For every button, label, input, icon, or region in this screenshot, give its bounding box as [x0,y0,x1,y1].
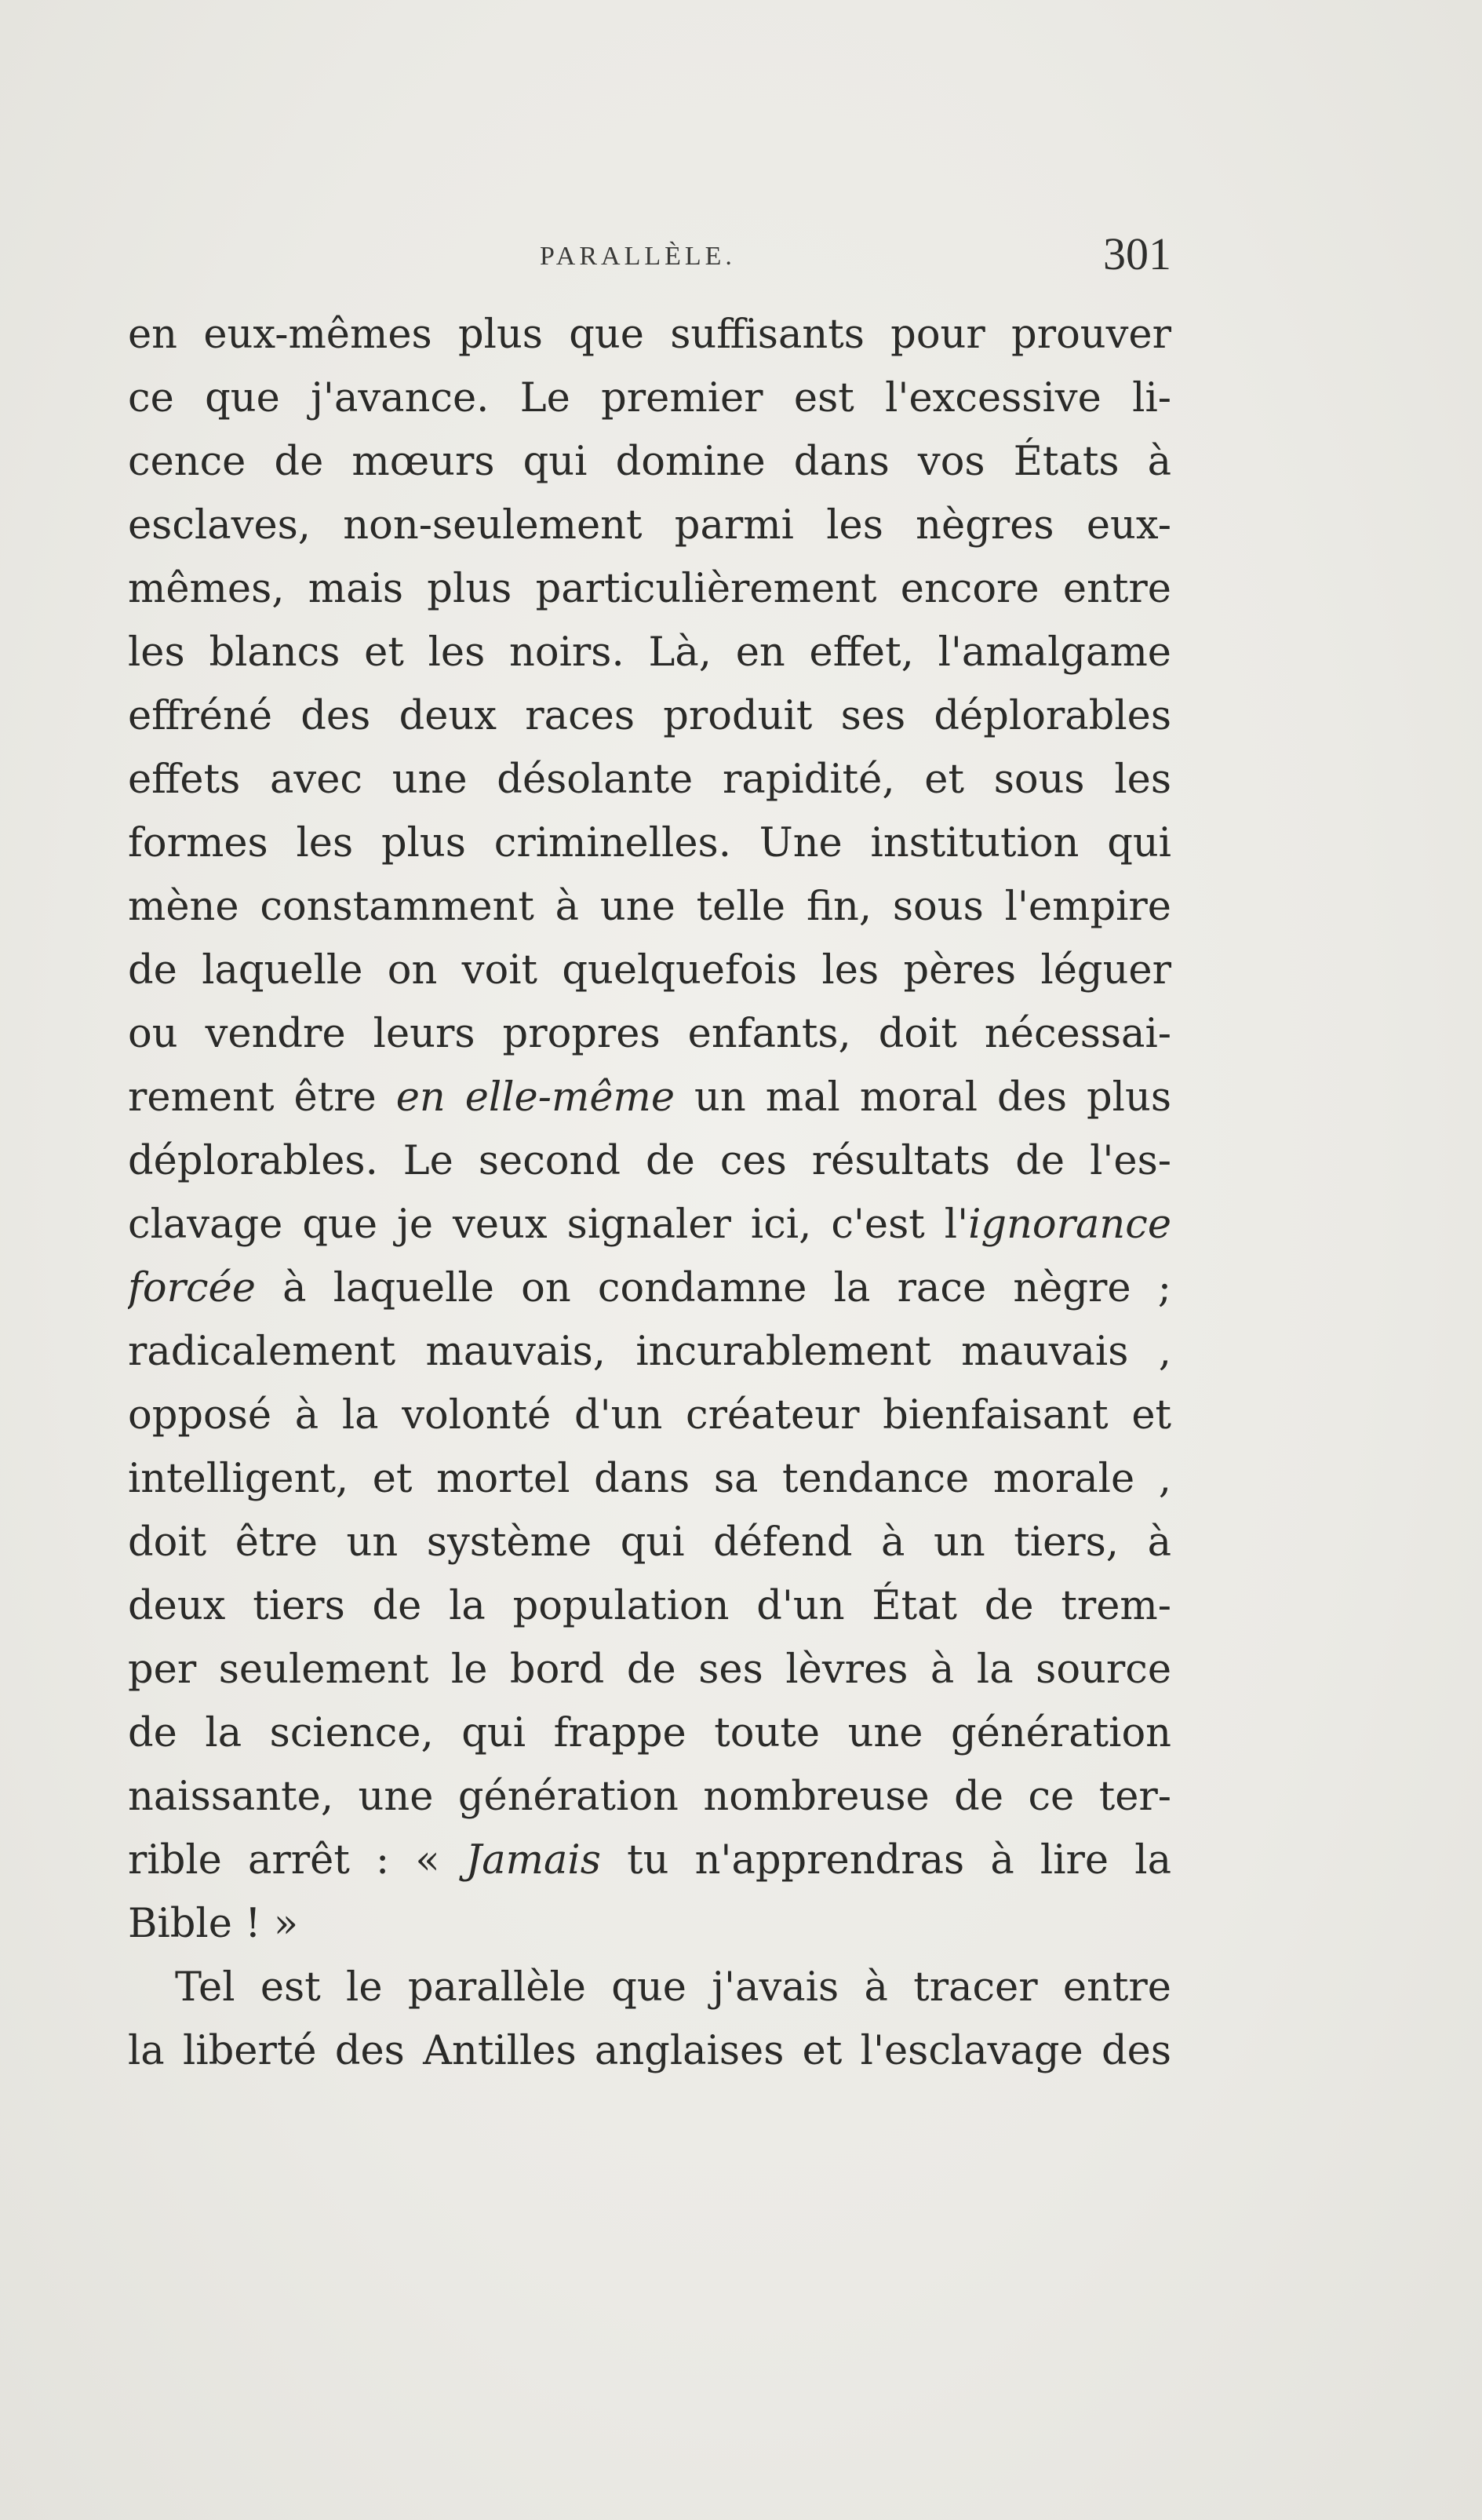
text-span: de laquelle on voit quelquefois les pères léguer [128,947,1171,994]
text-span: un mal moral des plus [675,1074,1171,1121]
italic-span: forcée [128,1265,256,1311]
text-span: déplorables. Le second de ces résultats de l'es- [128,1138,1171,1184]
text-line [128,303,1171,367]
text-line [128,1193,1171,1256]
text-line [128,621,1171,684]
text-span: mène constamment à une telle fin, sous l'empire [128,884,1171,930]
text-span: effréné des deux races produit ses déplorables [128,693,1171,739]
text-span: per seulement le bord de ses lèvres à la source [128,1647,1171,1693]
text-span: doit être un système qui défend à un tiers, à [128,1519,1171,1566]
text-line [128,1511,1171,1574]
text-span: les blancs et les noirs. Là, en effet, l'amalgame [128,629,1171,676]
text-line [128,811,1171,875]
text-span: deux tiers de la population d'un État de trem- [128,1583,1171,1629]
text-line [128,1829,1171,1892]
text-line [128,748,1171,811]
text-span: intelligent, et mortel dans sa tendance morale , [128,1456,1171,1502]
text-line [128,557,1171,621]
page-header [128,228,1171,290]
text-line [128,1701,1171,1765]
text-line [128,367,1171,430]
text-span: clavage que je veux signaler ici, c'est l' [128,1202,969,1248]
italic-span: en elle-même [395,1074,675,1121]
text-line [128,1638,1171,1701]
text-span: Tel est le parallèle que j'avais à tracer entre [175,1964,1171,2011]
text-line [128,494,1171,557]
text-span: effets avec une désolante rapidité, et sous les [128,757,1171,803]
text-span: à laquelle on condamne la race nègre ; [255,1265,1171,1311]
text-span: ou vendre leurs propres enfants, doit nécessai- [128,1011,1171,1057]
text-line [128,1574,1171,1638]
text-span: mêmes, mais plus particulièrement encore entre [128,566,1171,612]
text-span: cence de mœurs qui domine dans vos États à [128,439,1171,485]
text-line [128,1066,1171,1129]
text-span: de la science, qui frappe toute une génération [128,1710,1171,1756]
text-line [128,1956,1171,2019]
text-line [128,430,1171,494]
text-line [128,1129,1171,1193]
italic-span: ignorance [968,1202,1171,1248]
text-span: radicalement mauvais, incurablement mauvais , [128,1329,1171,1375]
text-span: Bible ! » [128,1901,299,1947]
text-line [128,1765,1171,1829]
text-span: en eux-mêmes plus que suffisants pour prouver [128,312,1171,358]
text-line [128,1892,1171,1956]
text-line [128,1256,1171,1320]
text-line [128,2019,1171,2083]
text-line [128,1447,1171,1511]
running-head: PARALLÈLE. [540,242,736,271]
italic-span: Jamais [465,1837,601,1884]
text-span: la liberté des Antilles anglaises et l'esclavage des [128,2028,1171,2074]
text-line [128,684,1171,748]
text-line [128,1002,1171,1066]
body-text [128,303,1171,2083]
text-span: ce que j'avance. Le premier est l'excessive li- [128,375,1171,421]
page-number: 301 [1103,228,1171,279]
text-span: rement être [128,1074,396,1121]
text-span: naissante, une génération nombreuse de ce ter- [128,1774,1171,1820]
text-span: formes les plus criminelles. Une institution qui [128,820,1171,866]
text-line [128,1320,1171,1384]
text-span: opposé à la volonté d'un créateur bienfaisant et [128,1392,1171,1439]
text-span: rible arrêt : « [128,1837,466,1884]
text-line [128,939,1171,1002]
text-span: tu n'apprendras à lire la [600,1837,1171,1884]
text-span: esclaves, non-seulement parmi les nègres eux- [128,502,1171,549]
text-line [128,875,1171,939]
text-line [128,1384,1171,1447]
